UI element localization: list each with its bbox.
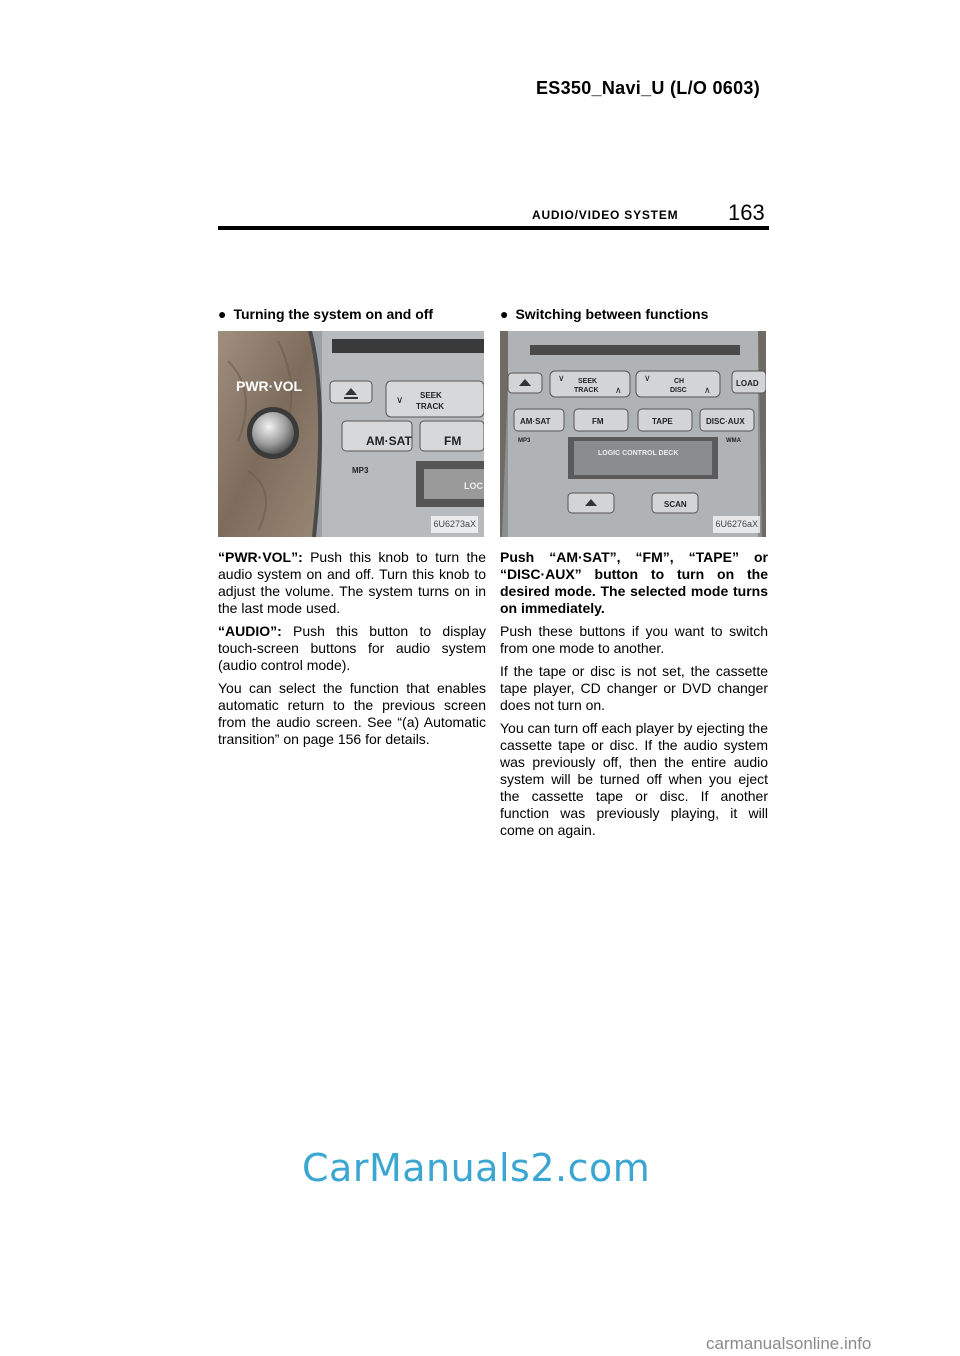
figure-code: 6U6276aX <box>713 516 760 533</box>
deck-label: LOGIC CONTROL DECK <box>598 450 679 457</box>
ch-label: CH <box>674 378 685 385</box>
track-label: TRACK <box>416 402 444 411</box>
chevron-down-icon: ∨ <box>558 373 565 383</box>
chevron-up-icon: ∧ <box>615 385 622 395</box>
mp3-label: MP3 <box>352 466 369 475</box>
mode-buttons-photo <box>500 331 766 537</box>
tape-label: TAPE <box>652 417 673 426</box>
left-heading: ● Turning the system on and off <box>218 306 434 322</box>
fm-label: FM <box>592 417 604 426</box>
fm-label: FM <box>444 434 462 448</box>
section-title: AUDIO/VIDEO SYSTEM <box>532 208 679 222</box>
seek-label: SEEK <box>420 391 442 400</box>
left-column <box>218 306 486 754</box>
bullet-icon: ● <box>500 306 509 322</box>
chevron-up-icon: ∧ <box>704 385 711 395</box>
chevron-down-icon: ∨ <box>644 373 651 383</box>
pwr-vol-label: PWR·VOL <box>236 378 303 394</box>
disc-label: DISC <box>670 387 687 394</box>
pwr-vol-illustration <box>218 331 484 537</box>
watermark-logo: CarManuals2.com <box>302 1146 651 1190</box>
eject-paragraph: You can turn off each player by ejecting the cassette tape or disc. If the audio system was previously off, then the entire audio system will be turned off when you eject the cassette tape or disc. If another function was previously playing, it will come on again. <box>500 720 768 838</box>
am-sat-label: AM·SAT <box>366 434 412 448</box>
right-column <box>500 306 768 845</box>
seek-label: SEEK <box>578 378 598 385</box>
am-sat-label: AM·SAT <box>520 417 551 426</box>
header-rule <box>218 226 769 230</box>
auto-return-paragraph: You can select the function that enables automatic return to the previous screen from the audio screen. See “(a) Automatic transition” on page 156 for details. <box>218 680 486 747</box>
not-set-paragraph: If the tape or disc is not set, the cassette tape player, CD changer or DVD changer does not turn on. <box>500 663 768 713</box>
track-label: TRACK <box>574 387 599 394</box>
switch-mode-paragraph: Push these buttons if you want to switch from one mode to another. <box>500 623 768 656</box>
footer-site-link[interactable]: carmanualsonline.info <box>706 1334 872 1353</box>
figure-code: 6U6273aX <box>431 516 478 533</box>
audio-paragraph: “AUDIO”: Push this button to display touch-screen buttons for audio system (audio control mode). <box>218 623 486 673</box>
wma-label: WMA <box>726 438 741 444</box>
bullet-icon: ● <box>218 306 227 322</box>
pwr-vol-photo <box>218 331 484 537</box>
right-heading: ● Switching between functions <box>500 306 709 322</box>
loc-label: LOC <box>464 481 483 491</box>
mode-buttons-illustration <box>500 331 766 537</box>
document-id: ES350_Navi_U (L/O 0603) <box>536 78 761 98</box>
load-label: LOAD <box>736 379 759 388</box>
chevron-down-icon: ∨ <box>396 395 404 406</box>
page-number: 163 <box>728 200 765 225</box>
disc-aux-label: DISC·AUX <box>706 417 745 426</box>
scan-label: SCAN <box>664 500 687 509</box>
mode-instruction-paragraph: Push “AM·SAT”, “FM”, “TAPE” or “DISC·AUX” button to turn on the desired mode. The selected mode turns on immediately. <box>500 549 768 616</box>
mp3-label: MP3 <box>518 438 531 444</box>
pwr-vol-paragraph: “PWR·VOL”: Push this knob to turn the audio system on and off. Turn this knob to adjust the volume. The system turns on in the last mode used. <box>218 549 486 616</box>
